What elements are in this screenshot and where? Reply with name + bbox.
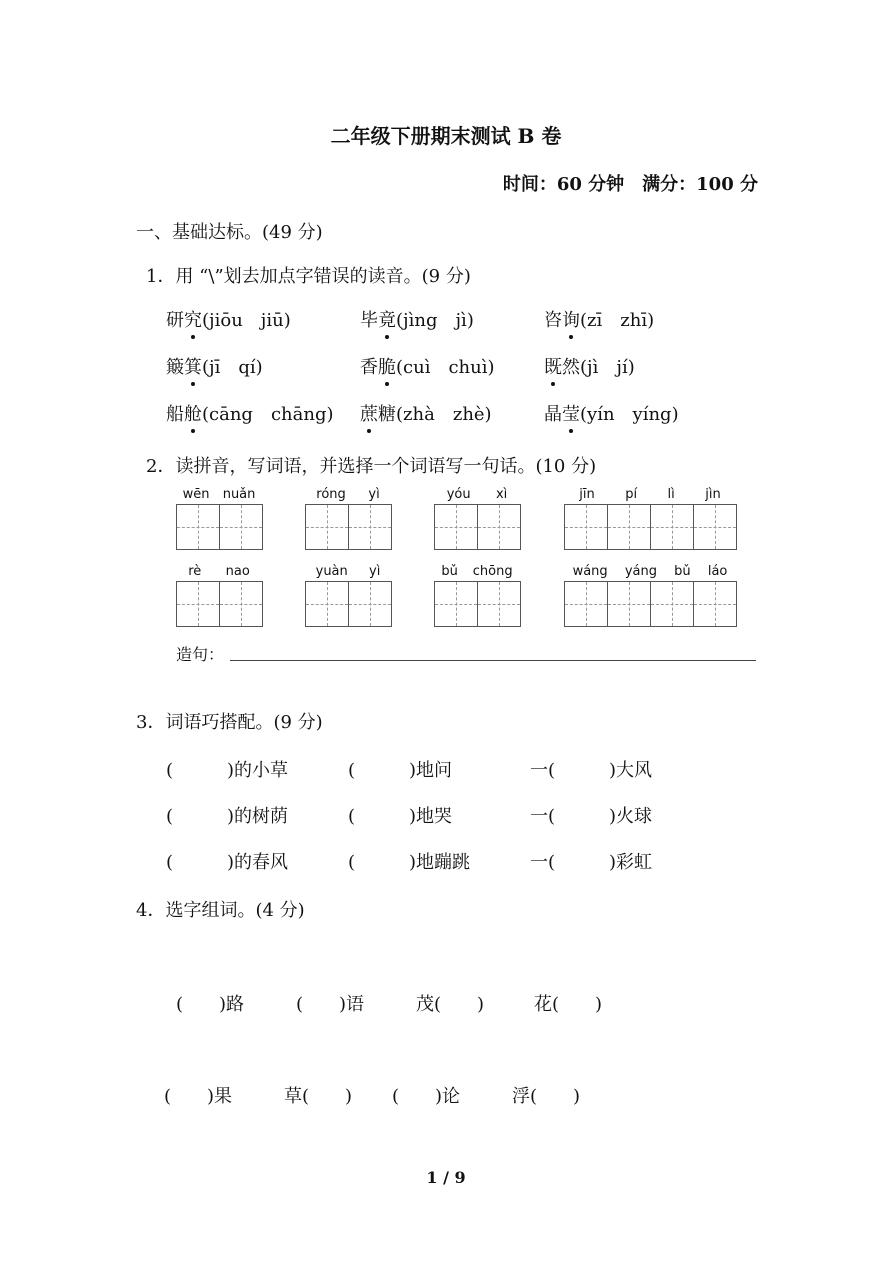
q1-item (544, 306, 654, 332)
pinyin-syllable: láo (707, 564, 728, 579)
pinyin-row (564, 563, 736, 581)
pinyin-row (305, 486, 391, 504)
writing-boxes (305, 581, 392, 627)
writing-boxes (564, 504, 737, 550)
pinyin-syllable: jìn (705, 487, 721, 502)
q4-prompt: 4．选字组词。(4 分) (136, 900, 305, 921)
q1-dotted-char: 莹 (562, 400, 580, 426)
q1-item (166, 353, 263, 379)
q1-item (544, 400, 679, 426)
q3-blank-phrase[interactable]: 一( )大风 (530, 760, 653, 781)
pinyin-syllable: bǔ (441, 564, 458, 579)
pinyin-syllable: yì (368, 487, 380, 502)
page-title: 二年级下册期末测试 B 卷 (330, 124, 562, 148)
pinyin-syllable: chōng (472, 564, 513, 579)
q1-dotted-char: 脆 (378, 353, 396, 379)
q3-blank-phrase[interactable]: ( )地蹦跳 (348, 852, 471, 873)
writing-box[interactable] (565, 582, 608, 626)
section-1-heading: 一、基础达标。(49 分) (136, 222, 323, 243)
q1-prompt: 1．用 “\”划去加点字错误的读音。(9 分) (146, 266, 471, 287)
q3-prompt: 3．词语巧搭配。(9 分) (136, 712, 323, 733)
pinyin-syllable: yuàn (315, 564, 348, 579)
writing-box[interactable] (651, 582, 694, 626)
q3-blank-phrase[interactable]: ( )的春风 (166, 852, 289, 873)
q4-blank-word[interactable]: ( )果 (164, 1086, 233, 1107)
sentence-line[interactable] (230, 660, 756, 661)
q1-item-pre: 船 (166, 404, 184, 425)
page-number: 1 / 9 (426, 1168, 466, 1187)
writing-boxes (564, 581, 737, 627)
writing-box[interactable] (478, 505, 521, 549)
q2-prompt: 2．读拼音，写词语，并选择一个词语写一句话。(10 分) (146, 456, 597, 477)
q4-blank-word[interactable]: ( )论 (392, 1086, 461, 1107)
writing-box[interactable] (349, 505, 392, 549)
pinyin-syllable: rè (188, 564, 202, 579)
q3-blank-phrase[interactable]: ( )地问 (348, 760, 453, 781)
q1-item (360, 400, 492, 426)
q3-blank-phrase[interactable]: 一( )彩虹 (530, 852, 653, 873)
writing-boxes (305, 504, 392, 550)
writing-box[interactable] (435, 505, 478, 549)
q4-blank-word[interactable]: ( )路 (176, 994, 245, 1015)
q4-blank-word[interactable]: 花( ) (534, 994, 603, 1015)
q3-blank-phrase[interactable]: ( )地哭 (348, 806, 453, 827)
writing-box[interactable] (694, 505, 737, 549)
q4-blank-word[interactable]: ( )语 (296, 994, 365, 1015)
q1-dotted-char: 箕 (184, 353, 202, 379)
q1-item-pre: 咨 (544, 310, 562, 331)
q3-blank-phrase[interactable]: ( )的树荫 (166, 806, 289, 827)
q1-dotted-char: 询 (562, 306, 580, 332)
writing-box[interactable] (435, 582, 478, 626)
q3-blank-phrase[interactable]: 一( )火球 (530, 806, 653, 827)
writing-boxes (434, 504, 521, 550)
q1-item-post: (yín yíng) (580, 404, 679, 425)
exam-meta: 时间：60 分钟 满分：100 分 (502, 174, 758, 195)
q1-item-pre: 毕 (360, 310, 378, 331)
q1-item-pre: 晶 (544, 404, 562, 425)
pinyin-syllable: bǔ (674, 564, 691, 579)
pinyin-syllable: pí (625, 487, 638, 502)
q4-blank-word[interactable]: 茂( ) (416, 994, 485, 1015)
sentence-label: 造句： (176, 645, 225, 664)
writing-boxes (176, 581, 263, 627)
pinyin-box-group (564, 486, 737, 550)
pinyin-row (176, 486, 262, 504)
q3-blank-phrase[interactable]: ( )的小草 (166, 760, 289, 781)
pinyin-box-group (305, 486, 392, 550)
pinyin-syllable: wēn (182, 487, 210, 502)
q1-dotted-char: 舱 (184, 400, 202, 426)
writing-box[interactable] (220, 505, 263, 549)
q1-item (544, 353, 635, 379)
pinyin-syllable: yì (369, 564, 381, 579)
pinyin-box-group (305, 563, 392, 627)
writing-box[interactable] (608, 582, 651, 626)
q1-item-post: (jiōu jiū) (202, 310, 291, 331)
writing-box[interactable] (608, 505, 651, 549)
writing-boxes (434, 581, 521, 627)
pinyin-box-group (176, 563, 263, 627)
writing-box[interactable] (306, 505, 349, 549)
q1-item (166, 306, 291, 332)
pinyin-box-group (176, 486, 263, 550)
q1-item (166, 400, 334, 426)
pinyin-syllable: lì (667, 487, 675, 502)
q1-dotted-char: 既 (544, 353, 562, 379)
writing-box[interactable] (651, 505, 694, 549)
pinyin-syllable: yáng (624, 564, 657, 579)
q1-dotted-char: 竟 (378, 306, 396, 332)
q1-item-post: 然(jì jí) (562, 357, 635, 378)
writing-box[interactable] (694, 582, 737, 626)
writing-box[interactable] (220, 582, 263, 626)
writing-box[interactable] (306, 582, 349, 626)
pinyin-syllable: wáng (572, 564, 608, 579)
q1-item-pre: 簸 (166, 357, 184, 378)
pinyin-row (434, 563, 520, 581)
pinyin-row (305, 563, 391, 581)
pinyin-row (434, 486, 520, 504)
pinyin-syllable: nuǎn (222, 487, 256, 502)
writing-box[interactable] (478, 582, 521, 626)
q4-blank-word[interactable]: 草( ) (284, 1086, 353, 1107)
q1-item-post: (zī zhī) (580, 310, 655, 331)
q1-item-post: 糖(zhà zhè) (378, 404, 492, 425)
writing-box[interactable] (565, 505, 608, 549)
pinyin-row (176, 563, 262, 581)
q1-dotted-char: 蔗 (360, 400, 378, 426)
pinyin-box-group (434, 486, 521, 550)
pinyin-box-group (564, 563, 737, 627)
writing-box[interactable] (177, 505, 220, 549)
writing-box[interactable] (349, 582, 392, 626)
pinyin-syllable: róng (316, 487, 346, 502)
q1-item-post: (cuì chuì) (396, 357, 495, 378)
pinyin-syllable: xì (495, 487, 508, 502)
q4-blank-word[interactable]: 浮( ) (512, 1086, 581, 1107)
pinyin-row (564, 486, 736, 504)
q1-item-post: (jī qí) (202, 357, 263, 378)
pinyin-syllable: nao (225, 564, 250, 579)
q1-item-pre: 香 (360, 357, 378, 378)
q1-item-pre: 研 (166, 310, 184, 331)
q1-dotted-char: 究 (184, 306, 202, 332)
q1-item-post: (cāng chāng) (202, 404, 334, 425)
q1-item (360, 306, 474, 332)
q1-item-post: (jìng jì) (396, 310, 474, 331)
q1-item (360, 353, 495, 379)
pinyin-box-group (434, 563, 521, 627)
writing-boxes (176, 504, 263, 550)
pinyin-syllable: yóu (446, 487, 471, 502)
writing-box[interactable] (177, 582, 220, 626)
pinyin-syllable: jīn (579, 487, 595, 502)
